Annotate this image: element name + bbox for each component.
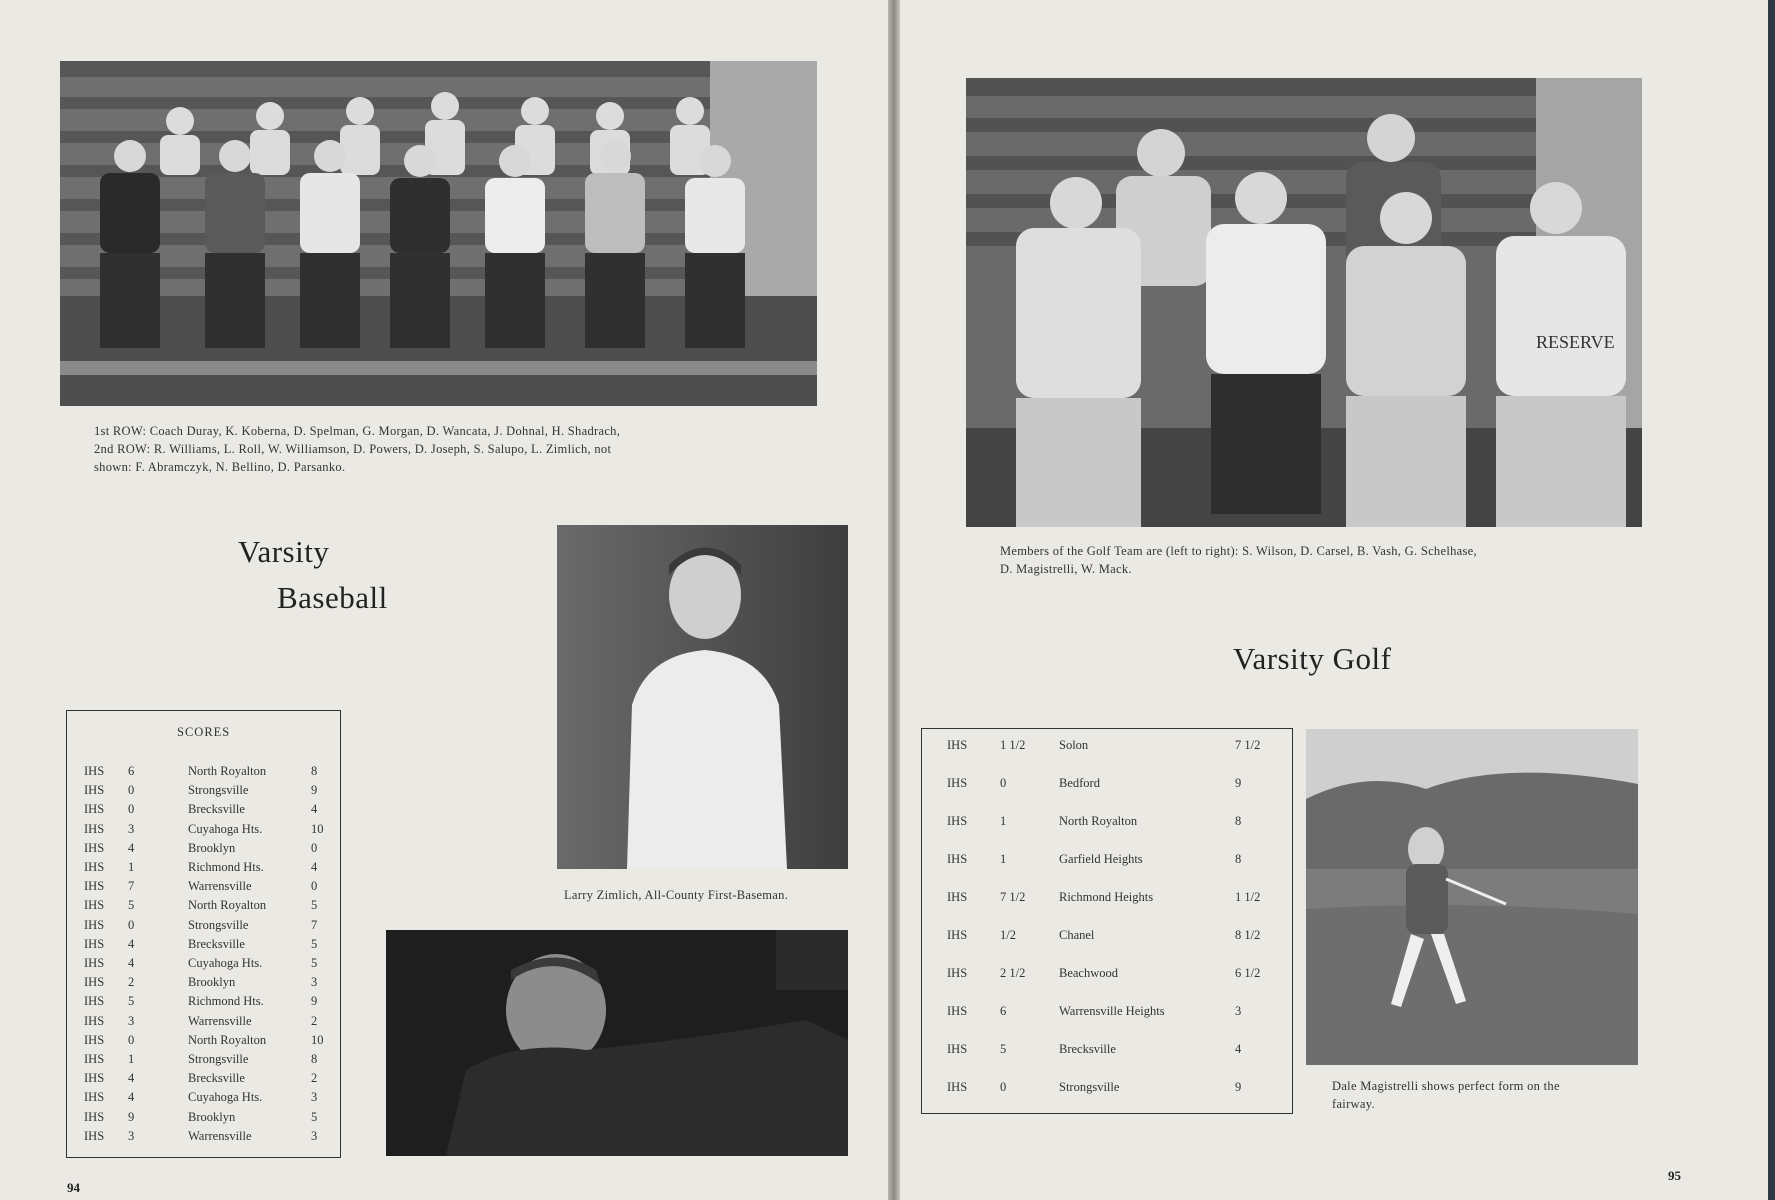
score-team: IHS (84, 994, 105, 1009)
score-opponent: Brooklyn (188, 840, 236, 855)
score-team: IHS (947, 738, 968, 752)
score-opponent-points: 3 (311, 975, 318, 990)
score-opponent: Warrensville (188, 879, 252, 894)
score-opponent: Cuyahoga Hts. (188, 956, 263, 970)
score-team: IHS (947, 1042, 968, 1056)
golf-action-photo (1306, 729, 1638, 1065)
score-ihs: 9 (128, 1109, 135, 1124)
score-ihs: 0 (128, 917, 135, 932)
golf-title: Varsity Golf (1233, 641, 1392, 676)
score-opponent: Brooklyn (188, 975, 236, 990)
score-opponent: Strongsville (1059, 1080, 1120, 1094)
score-opponent: Strongsville (188, 783, 249, 798)
score-opponent-points: 2 (311, 1071, 318, 1086)
score-opponent: Richmond Hts. (188, 994, 264, 1009)
baseball-team-caption (94, 422, 814, 476)
golf-team-photo (966, 78, 1642, 527)
score-opponent-points: 10 (311, 821, 324, 836)
score-team: IHS (947, 776, 968, 790)
baseball-title-line-1: Varsity (238, 534, 330, 569)
action-caption-line-1: Dale Magistrelli shows perfect form on the (1332, 1079, 1560, 1093)
score-opponent: Richmond Hts. (188, 860, 264, 874)
score-ihs: 5 (128, 994, 135, 1009)
score-opponent-points: 4 (311, 802, 318, 817)
score-ihs: 4 (128, 1090, 135, 1105)
score-opponent-points: 1 1/2 (1235, 890, 1261, 904)
score-team: IHS (84, 783, 105, 798)
score-opponent-points: 3 (311, 1128, 318, 1143)
score-opponent: North Royalton (188, 764, 267, 778)
score-team: IHS (84, 1032, 105, 1047)
scores-heading: SCORES (177, 725, 231, 739)
score-team: IHS (947, 928, 968, 942)
score-opponent: Cuyahoga Hts. (188, 1090, 263, 1105)
portrait-caption: Larry Zimlich, All-County First-Baseman. (564, 888, 789, 902)
score-opponent-points: 7 (311, 917, 318, 932)
right-page (900, 0, 1768, 1200)
score-opponent-points: 5 (311, 956, 318, 970)
golf-caption-line-2: D. Magistrelli, W. Mack. (1000, 562, 1132, 576)
score-team: IHS (84, 840, 105, 855)
score-opponent-points: 9 (1235, 1080, 1242, 1094)
portrait-photo (557, 525, 848, 869)
score-team: IHS (84, 1052, 105, 1066)
score-team: IHS (84, 936, 105, 951)
score-ihs: 3 (128, 1013, 135, 1028)
score-team: IHS (84, 821, 105, 836)
score-ihs: 1 (1000, 814, 1007, 828)
page-number-left: 94 (67, 1180, 80, 1195)
golf-caption-line-1: Members of the Golf Team are (left to right): S. Wilson, D. Carsel, B. Vash, G. Schelhase, (1000, 544, 1477, 558)
score-opponent: Warrensville Heights (1059, 1004, 1165, 1018)
golf-action-caption (1332, 1077, 1632, 1113)
score-opponent-points: 7 1/2 (1235, 738, 1261, 752)
score-ihs: 2 (128, 975, 135, 990)
score-team: IHS (84, 1090, 105, 1105)
score-ihs: 6 (128, 764, 135, 778)
score-opponent-points: 8 (1235, 852, 1242, 866)
score-ihs: 5 (128, 898, 135, 913)
score-ihs: 7 1/2 (1000, 890, 1026, 904)
score-team: IHS (84, 802, 105, 817)
score-ihs: 4 (128, 840, 135, 855)
score-opponent: Solon (1059, 738, 1089, 752)
score-opponent-points: 0 (311, 879, 318, 894)
score-opponent-points: 10 (311, 1032, 324, 1047)
caption-line-3: shown: F. Abramczyk, N. Bellino, D. Parsanko. (94, 460, 346, 474)
score-opponent-points: 4 (311, 860, 318, 874)
score-opponent: Brecksville (188, 1071, 245, 1086)
score-team: IHS (84, 956, 105, 970)
score-ihs: 0 (128, 783, 135, 798)
score-ihs: 0 (128, 802, 135, 817)
score-opponent-points: 0 (311, 840, 318, 855)
score-opponent: Brooklyn (188, 1109, 236, 1124)
score-opponent-points: 2 (311, 1013, 318, 1028)
score-opponent-points: 5 (311, 898, 318, 913)
score-opponent: Warrensville (188, 1013, 252, 1028)
score-ihs: 1/2 (1000, 928, 1016, 942)
score-team: IHS (84, 1071, 105, 1086)
score-opponent-points: 8 (1235, 814, 1242, 828)
shirt-lettering: RESERVE (1536, 332, 1615, 352)
score-opponent: Strongsville (188, 917, 249, 932)
score-opponent-points: 8 1/2 (1235, 928, 1261, 942)
book-cover-edge (1768, 0, 1775, 1200)
score-team: IHS (947, 966, 968, 980)
score-opponent: Garfield Heights (1059, 852, 1143, 866)
score-opponent-points: 9 (311, 783, 318, 798)
score-opponent: Bedford (1059, 776, 1100, 790)
score-opponent: North Royalton (188, 1032, 267, 1047)
score-ihs: 1 (128, 860, 135, 874)
baseball-title-line-2: Baseball (277, 580, 388, 615)
score-ihs: 2 1/2 (1000, 966, 1026, 980)
score-opponent: North Royalton (1059, 814, 1138, 828)
score-opponent-points: 4 (1235, 1042, 1242, 1056)
score-ihs: 1 1/2 (1000, 738, 1026, 752)
score-team: IHS (84, 898, 105, 913)
score-opponent-points: 8 (311, 764, 318, 778)
score-opponent: Warrensville (188, 1128, 252, 1143)
score-opponent-points: 3 (1235, 1004, 1242, 1018)
caption-line-2: 2nd ROW: R. Williams, L. Roll, W. Williamson, D. Powers, D. Joseph, S. Salupo, L. Zimlich, not (94, 442, 612, 456)
score-ihs: 6 (1000, 1004, 1007, 1018)
score-team: IHS (947, 1080, 968, 1094)
score-opponent-points: 8 (311, 1052, 318, 1066)
score-ihs: 0 (1000, 1080, 1007, 1094)
score-opponent: Strongsville (188, 1052, 249, 1066)
score-team: IHS (84, 1013, 105, 1028)
score-ihs: 5 (1000, 1042, 1007, 1056)
score-opponent-points: 9 (1235, 776, 1242, 790)
score-opponent: Brecksville (1059, 1042, 1116, 1056)
golf-team-caption (1000, 542, 1640, 578)
score-opponent-points: 5 (311, 1109, 318, 1124)
score-ihs: 3 (128, 821, 135, 836)
score-team: IHS (84, 1109, 105, 1124)
score-opponent: Cuyahoga Hts. (188, 821, 263, 836)
score-team: IHS (84, 917, 105, 932)
score-team: IHS (84, 879, 105, 894)
baseball-team-photo (60, 61, 817, 406)
score-team: IHS (84, 764, 105, 778)
score-team: IHS (84, 860, 105, 874)
page-number-right: 95 (1668, 1168, 1681, 1183)
score-ihs: 3 (128, 1128, 135, 1143)
score-opponent-points: 3 (311, 1090, 318, 1105)
score-ihs: 0 (1000, 776, 1007, 790)
score-opponent: North Royalton (188, 898, 267, 913)
action-caption-line-2: fairway. (1332, 1097, 1375, 1111)
score-opponent-points: 9 (311, 994, 318, 1009)
score-ihs: 4 (128, 1071, 135, 1086)
score-team: IHS (84, 975, 105, 990)
score-team: IHS (947, 890, 968, 904)
coach-photo (386, 930, 848, 1156)
score-ihs: 1 (1000, 852, 1007, 866)
score-opponent: Richmond Heights (1059, 890, 1154, 904)
score-ihs: 4 (128, 956, 135, 970)
score-opponent-points: 6 1/2 (1235, 966, 1261, 980)
score-opponent: Chanel (1059, 928, 1095, 942)
caption-line-1: 1st ROW: Coach Duray, K. Koberna, D. Spelman, G. Morgan, D. Wancata, J. Dohnal, H. Shadrach, (94, 424, 621, 438)
score-opponent-points: 5 (311, 936, 318, 951)
score-ihs: 0 (128, 1032, 135, 1047)
score-opponent: Beachwood (1059, 966, 1119, 980)
score-ihs: 1 (128, 1052, 135, 1066)
score-team: IHS (947, 852, 968, 866)
score-ihs: 7 (128, 879, 135, 894)
score-opponent: Brecksville (188, 936, 245, 951)
score-ihs: 4 (128, 936, 135, 951)
book-spine (888, 0, 900, 1200)
score-team: IHS (84, 1128, 105, 1143)
score-team: IHS (947, 1004, 968, 1018)
score-team: IHS (947, 814, 968, 828)
score-opponent: Brecksville (188, 802, 245, 817)
